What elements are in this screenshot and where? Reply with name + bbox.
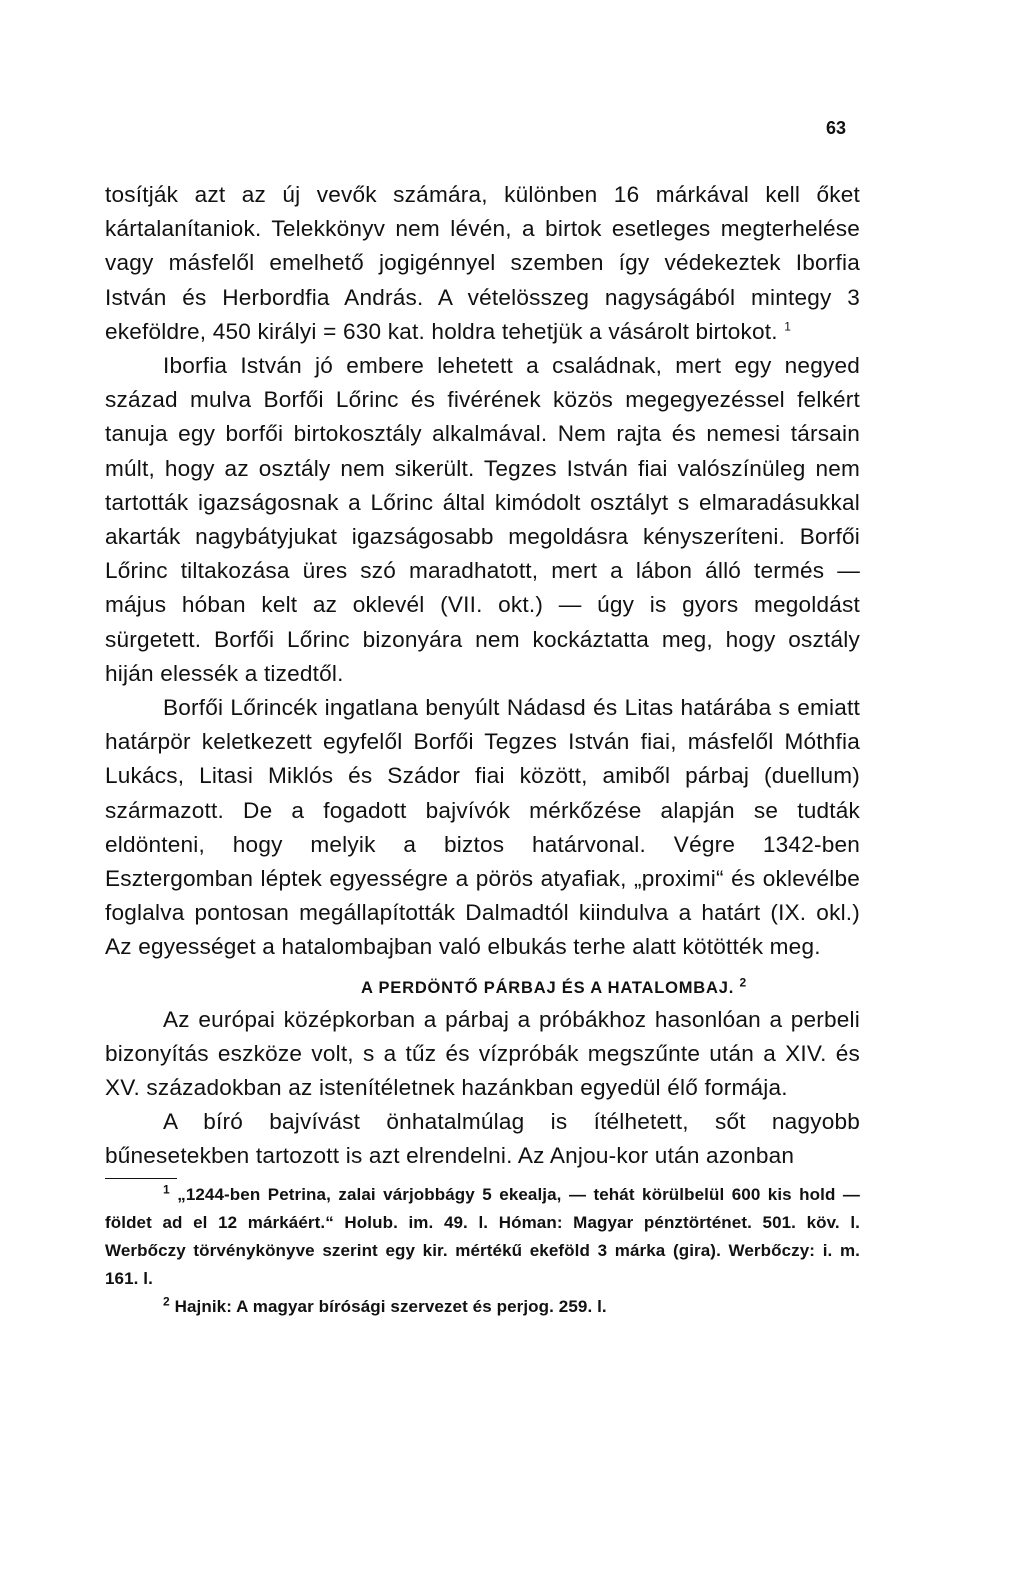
footnote-2-text: Hajnik: A magyar bírósági szervezet és perjog. 259. l.	[174, 1296, 607, 1316]
paragraph-1-text: tosítják azt az új vevők számára, különben 16 márkával kell őket kártalanítaniok. Telekkönyv nem lévén, a birtok esetleges megterhelése vagy másfelől emelhető jogigénnyel szemben így védekeztek Iborfia István és Herbordfia András. A vételösszeg nagyságából mintegy 3 ekeföldre, 450 királyi = 630 kat. holdra tehetjük a vásárolt birtokot.	[105, 182, 860, 344]
footnote-2-mark: 2	[163, 1294, 170, 1309]
footnote-1	[105, 1181, 860, 1293]
paragraph-5: A bíró bajvívást önhatalmúlag is ítélhetett, sőt nagyobb bűnesetekben tartozott is azt elrendelni. Az Anjou-kor után azonban	[105, 1109, 860, 1169]
text-column	[105, 178, 860, 1321]
footnote-2	[105, 1293, 860, 1321]
section-heading-text: A PERDÖNTŐ PÁRBAJ ÉS A HATALOMBAJ.	[361, 978, 735, 997]
paragraph-2: Iborfia István jó embere lehetett a családnak, mert egy negyed század mulva Borfői Lőrinc és fivérének közös megegyezéssel felkért tanuja egy borfői birtokosztály alkalmával. Nem rajta és nemesi társain múlt, hogy az osztály nem sikerült. Tegzes István fiai valószínüleg nem tartották igazságosnak a Lőrinc által kimódolt osztályt s elmaradásukkal akarták nagybátyjukat igazságosabb megoldásra kényszeríteni. Borfői Lőrinc tiltakozása üres szó maradhatott, mert a lábon álló termés — május hóban kelt az oklevél (VII. okt.) — úgy is gyors megoldást sürgetett. Borfői Lőrinc bizonyára nem kockáztatta meg, hogy osztály hiján elessék a tizedtől.	[105, 353, 860, 686]
paragraph-4: Az európai középkorban a párbaj a próbákhoz hasonlóan a perbeli bizonyítás eszköze volt, s a tűz és vízpróbák megszűnte után a XIV. és XV. századokban az istenítéletnek hazánkban egyedül élő formája.	[105, 1006, 860, 1101]
footnote-divider	[105, 1178, 177, 1179]
footnote-1-mark: 1	[163, 1182, 170, 1197]
footnote-ref-2: 2	[739, 975, 747, 990]
footnote-ref-1: 1	[784, 319, 792, 334]
section-heading	[105, 973, 860, 1003]
footnote-1-text: „1244-ben Petrina, zalai várjobbágy 5 ekealja, — tehát körülbelül 600 kis hold — földet ad el 12 márkáért.“ Holub. im. 49. l. Hóman: Magyar pénztörténet. 501. köv. l. Werbőczy törvénykönyve szerint egy kir. mértékű ekeföld 3 márka (gira). Werbőczy: i. m. 161. l.	[105, 1184, 860, 1288]
page-number: 63	[826, 118, 847, 138]
paragraph-1	[105, 178, 860, 349]
paragraph-3: Borfői Lőrincék ingatlana benyúlt Nádasd és Litas határába s emiatt határpör keletkezett egyfelől Borfői Tegzes István fiai, másfelől Móthfia Lukács, Litasi Miklós és Szádor fiai között, amiből párbaj (duellum) származott. De a fogadott bajvívók mérkőzése alapján se tudták eldönteni, hogy melyik a biztos határvonal. Végre 1342-ben Esztergomban léptek egyességre a pörös atyafiak, „proximi“ és oklevélbe foglalva pontosan megállapították Dalmadtól kiindulva a határt (IX. okl.) Az egyességet a hatalombajban való elbukás terhe alatt kötötték meg.	[105, 695, 860, 960]
